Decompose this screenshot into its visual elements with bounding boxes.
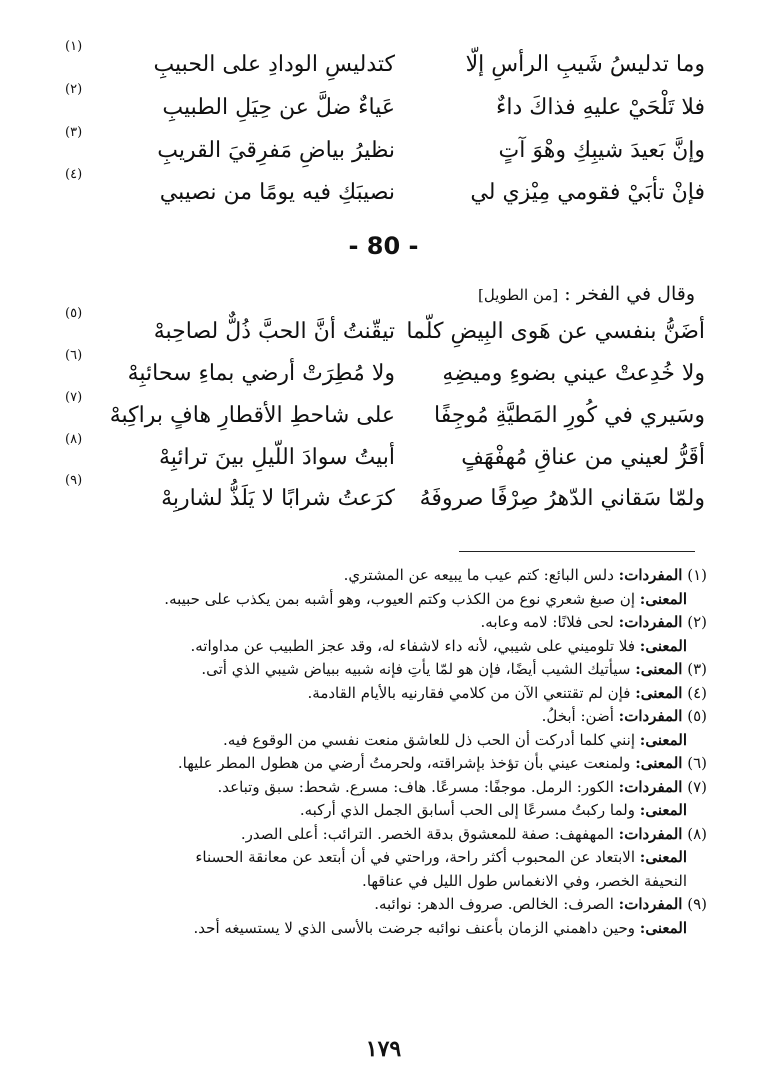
footnote-line [57, 870, 707, 894]
footnote-line [57, 564, 707, 588]
footnote-marker: (٣) [65, 125, 83, 140]
footnote-line [57, 635, 707, 659]
verse-line [65, 125, 705, 175]
verse-first-hemistich: ولمّا سَقاني الدّهرُ صِرْفًا صروفَهُ [419, 486, 705, 511]
page-number: ١٧٩ [365, 1036, 402, 1062]
footnote-text: فلا تلوميني على شيبي، لأنه داء لاشفاء له، وقد عجز الطبيب عن مداواته. [190, 636, 635, 655]
verse-line [65, 306, 705, 356]
verse-first-hemistich: وإنَّ بَعيدَ شيبِكِ وهْوَ آتٍ [498, 138, 705, 163]
footnote-label: المعنى: [639, 730, 687, 749]
footnote-marker: (٤) [65, 167, 83, 182]
footnote-label: المعنى: [639, 636, 687, 655]
footnote-label: المعنى: [635, 660, 683, 678]
footnote-text: ولما ركبتُ مسرعًا إلى الحب أسابق الجمل الذي أركبه. [299, 801, 635, 819]
footnote-text: الابتعاد عن المحبوب أكثر راحة، وراحتي في أن أبتعد عن معانقة الحسناء [195, 848, 635, 866]
footnote-label: المعنى: [639, 589, 687, 608]
footnote-line [57, 588, 707, 612]
footnote-text: إن صبغ شعري نوع من الكذب وكتم العيوب، وهو أشبه بمن يكذب على حبيبه. [164, 589, 635, 608]
footnote-text: أضن: أبخلُ. [541, 707, 614, 725]
footnote-label: المفردات: [618, 613, 683, 631]
verse-first-hemistich: ولا خُدِعتْ عيني بضوءِ وميضِهِ [442, 361, 705, 386]
footnote-line [57, 705, 707, 729]
verse-line [65, 390, 705, 440]
footnote-number: (٥) [687, 707, 707, 725]
footnote-text: وحين داهمني الزمان بأعنف نوائبه جرضت بالأسى الذي لا يستسيغه أحد. [193, 918, 635, 937]
footnote-label: المعنى: [635, 683, 683, 702]
verse-line [65, 167, 705, 217]
verse-line [65, 473, 705, 523]
footnote-number: (٢) [687, 613, 707, 631]
verse-second-hemistich: نصيبَكِ فيه يومًا من نصيبي [159, 180, 395, 205]
verse-first-hemistich: وسَيري في كُورِ المَطيَّةِ مُوجِفًا [434, 403, 705, 428]
verse-first-hemistich: وما تدليسُ شَيبِ الرأسِ إلّا [465, 52, 705, 77]
footnote-number: (٤) [687, 683, 707, 702]
intro-text: وقال في الفخر : [564, 283, 695, 305]
footnote-text: لحى فلانًا: لامه وعابه. [480, 613, 614, 631]
verse-first-hemistich: أضَنُّ بنفسي عن هَوى البِيضِ كلّما [406, 319, 705, 344]
verse-second-hemistich: عَياءٌ ضلَّ عن حِيَلِ الطبيبِ [162, 95, 395, 120]
footnote-label: المعنى: [639, 918, 687, 937]
footnote-marker: (٩) [65, 473, 83, 488]
verse-first-hemistich: فإنْ تأبَيْ فقومي مِيْزي لي [470, 180, 705, 205]
footnote-line [57, 658, 707, 682]
footnote-marker: (٧) [65, 390, 83, 405]
verse-second-hemistich: ولا مُطِرَتْ أرضي بماءِ سحائبِهْ [127, 361, 395, 386]
verse-second-hemistich: أبيتُ سوادَ اللّيلِ بينَ ترائبِهْ [159, 445, 395, 470]
verse-second-hemistich: نظيرُ بياضِ مَفرِقيَ القريبِ [157, 138, 395, 163]
footnote-text: دلس البائع: كتم عيب ما يبيعه عن المشتري. [343, 566, 614, 584]
footnote-label: المفردات: [618, 777, 683, 796]
verse-line [65, 82, 705, 132]
footnote-text: الصرف: الخالص. صروف الدهر: نوائبه. [374, 895, 614, 913]
footnote-line [57, 799, 707, 823]
poem-intro [478, 283, 695, 305]
footnote-marker: (٢) [65, 82, 83, 97]
footnote-line [57, 776, 707, 800]
footnote-text: النحيفة الخصر، وفي الانغماس طول الليل في عناقها. [362, 871, 687, 890]
footnote-text: ولمنعت عيني بأن تؤخذ بإشراقته، ولحرمتُ أرضي من هطول المطر عليها. [177, 754, 631, 772]
verse-line [65, 39, 705, 89]
verse-second-hemistich: كتدليسِ الودادِ على الحبيبِ [153, 52, 395, 77]
footnote-label: المعنى: [639, 801, 687, 819]
verse-second-hemistich: تيقّنتُ أنَّ الحبَّ ذُلٌّ لصاحِبهْ [153, 319, 395, 344]
footnote-label: المفردات: [618, 566, 683, 584]
footnote-marker: (١) [65, 39, 83, 54]
footnote-marker: (٥) [65, 306, 83, 321]
footnote-divider [459, 551, 695, 552]
footnote-number: (١) [687, 566, 707, 584]
footnote-line [57, 823, 707, 847]
footnote-text: فإن لم تقتنعي الآن من كلامي فقارنيه بالأيام القادمة. [307, 683, 631, 702]
footnote-text: إنني كلما أدركت أن الحب ذل للعاشق منعت نفسي من الوقوع فيه. [223, 730, 635, 749]
verse-first-hemistich: أقَرُّ لعيني من عناقِ مُهفْهَفٍ [461, 445, 705, 470]
verse-second-hemistich: كرَعتُ شرابًا لا يَلَذُّ لشاربِهْ [161, 486, 395, 511]
footnote-marker: (٦) [65, 348, 83, 363]
verse-line [65, 432, 705, 482]
footnote-number: (٣) [687, 660, 707, 678]
footnote-marker: (٨) [65, 432, 83, 447]
verse-first-hemistich: فلا تَلْحَيْ عليهِ فذاكَ داءٌ [496, 95, 705, 120]
footnote-line [57, 846, 707, 870]
footnote-number: (٧) [687, 777, 707, 796]
footnote-label: المعنى: [635, 754, 683, 772]
footnote-label: المفردات: [618, 824, 683, 843]
footnote-text: سيأتيك الشيب أيضًا، فإن هو لمّا يأتِ فإنه شبيه ببياض شيبي الذي أتى. [201, 660, 631, 678]
footnote-label: المفردات: [618, 707, 683, 725]
footnote-label: المفردات: [618, 895, 683, 913]
footnote-line [57, 752, 707, 776]
verse-second-hemistich: على شاحطِ الأقطارِ هافٍ براكِبهْ [109, 403, 395, 428]
footnote-text: الكور: الرمل. موجفًا: مسرعًا. هاف: مسرع. شحط: سبق وتباعد. [217, 777, 614, 796]
poem-meter: [من الطويل] [477, 286, 559, 304]
footnote-number: (٨) [687, 824, 707, 843]
footnote-text: المهفهف: صفة للمعشوق بدقة الخصر. الترائب: أعلى الصدر. [240, 824, 614, 843]
footnote-line [57, 682, 707, 706]
footnote-number: (٦) [687, 754, 707, 772]
verse-line [65, 348, 705, 398]
poem-number: - 80 - [348, 232, 419, 260]
footnote-line [57, 729, 707, 753]
footnote-line [57, 611, 707, 635]
footnote-number: (٩) [687, 895, 707, 913]
footnotes [57, 564, 707, 940]
footnote-label: المعنى: [639, 848, 687, 866]
footnote-line [57, 917, 707, 941]
footnote-line [57, 893, 707, 917]
